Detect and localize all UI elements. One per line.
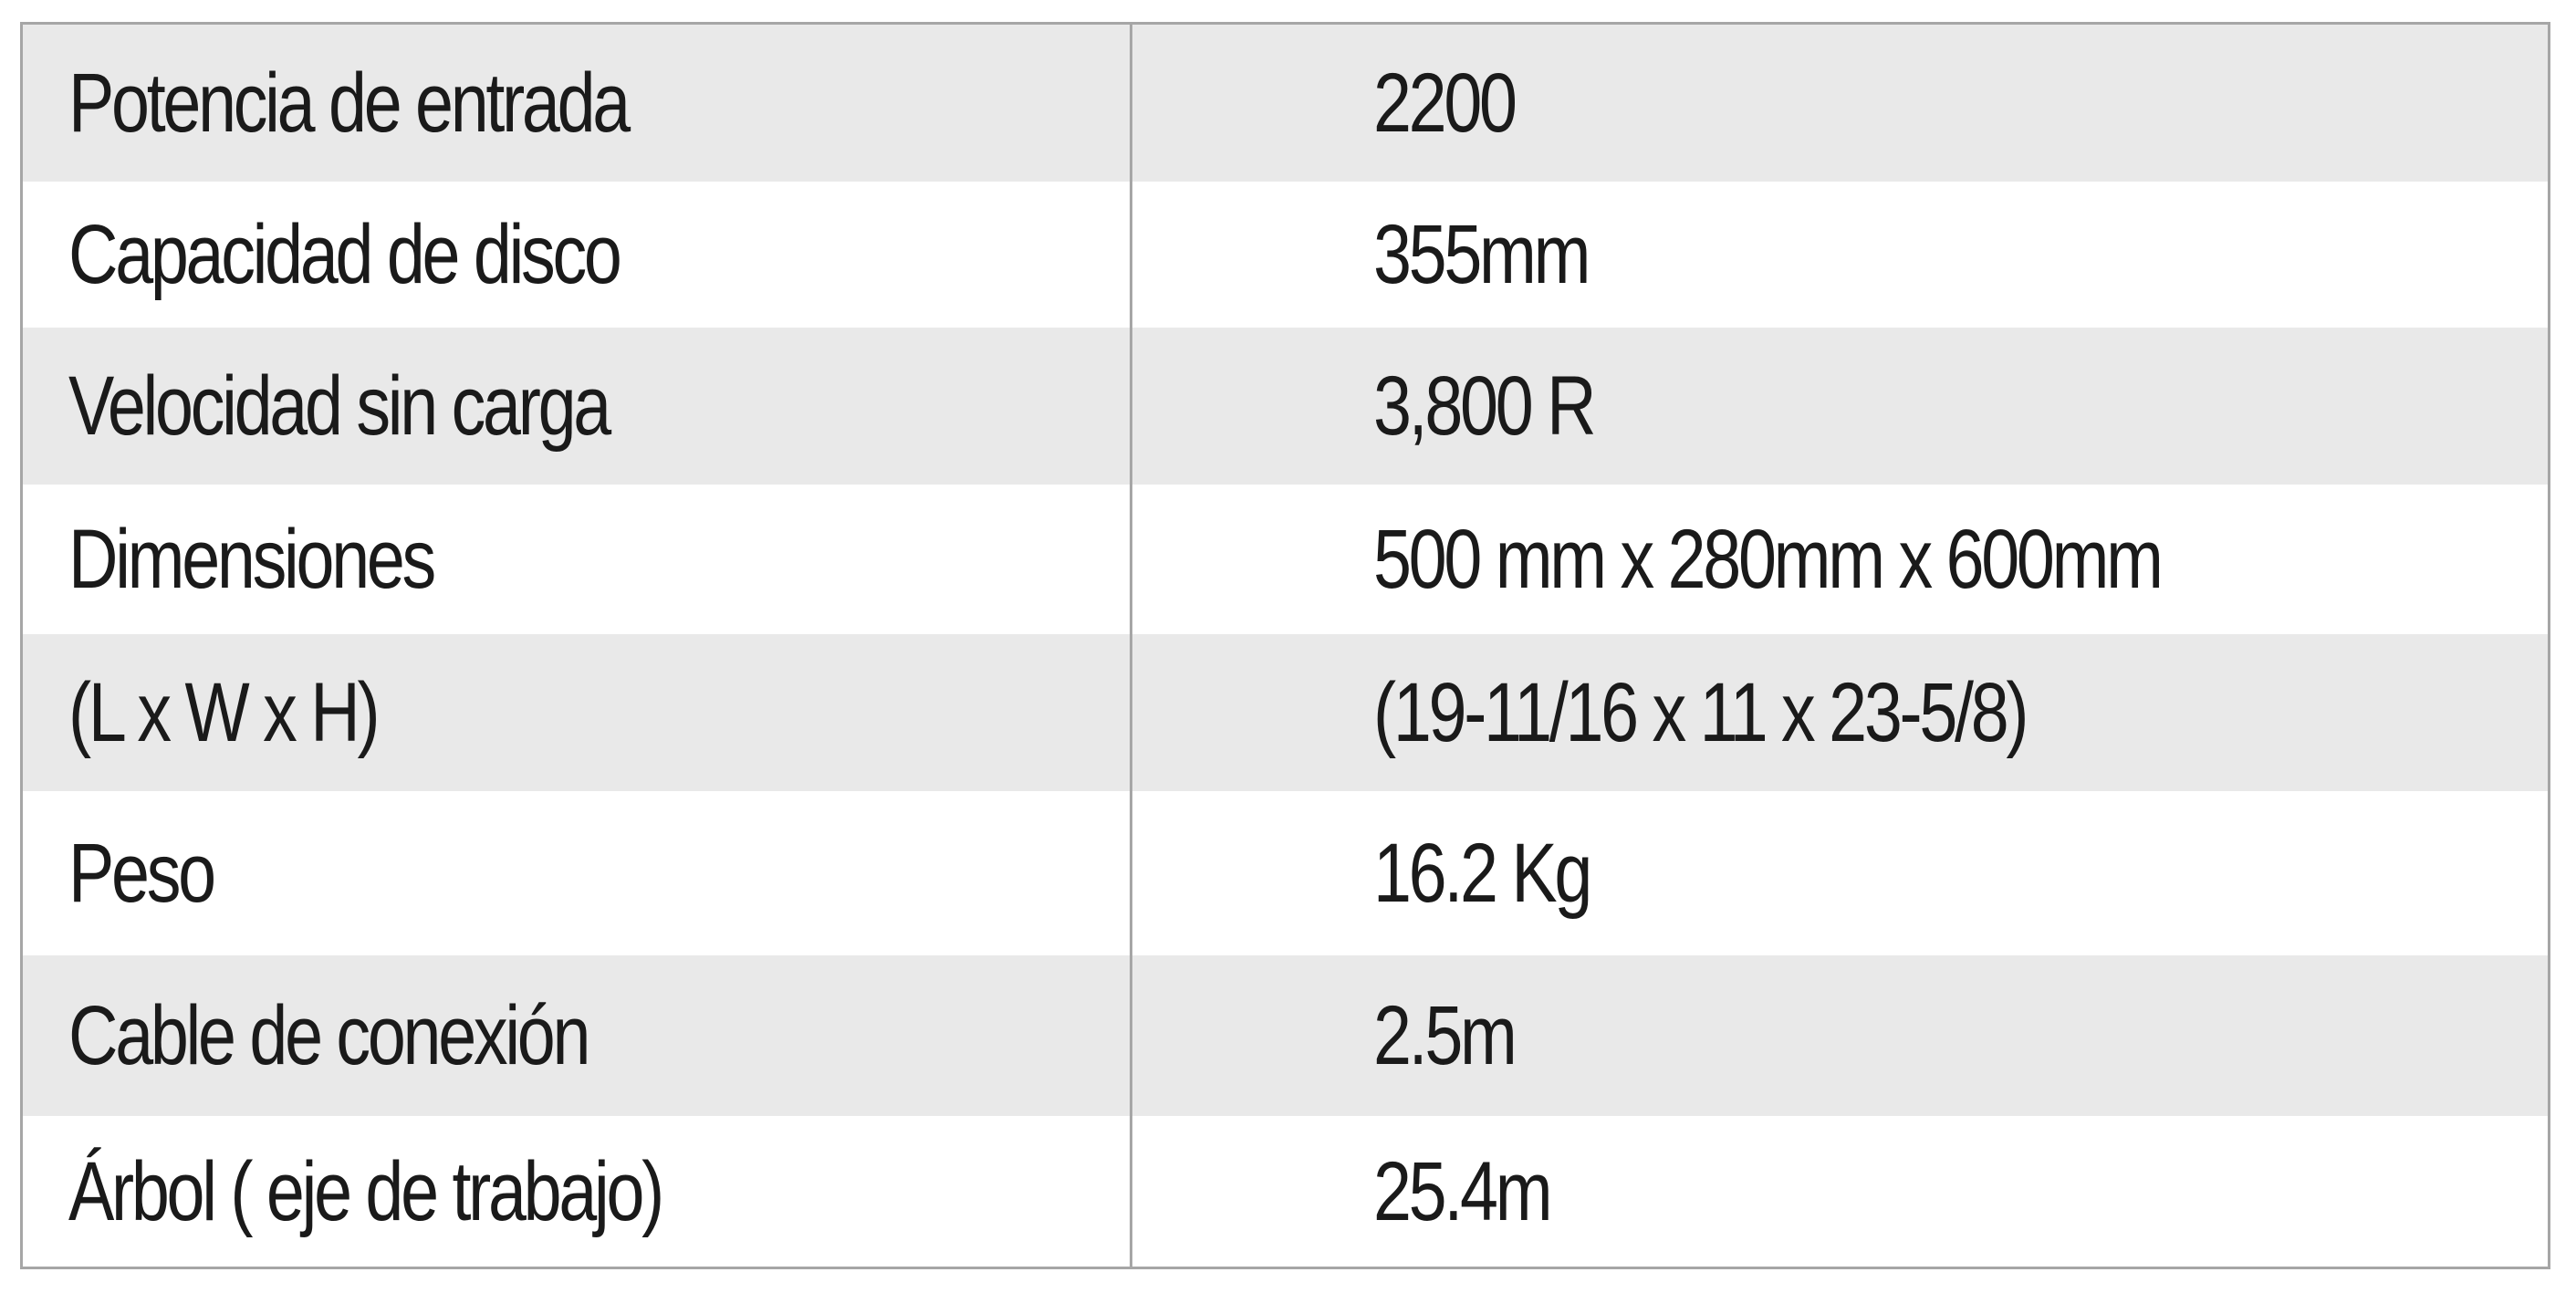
- row-label: Árbol ( eje de trabajo): [68, 1144, 662, 1238]
- spec-table: [20, 22, 2550, 1269]
- column-divider: [1130, 25, 1132, 1267]
- row-label: (L x W x H): [68, 666, 378, 759]
- row-label: Dimensiones: [68, 513, 433, 606]
- table-row: [23, 328, 2548, 485]
- table-row: [23, 1116, 2548, 1267]
- table-row: [23, 955, 2548, 1116]
- table-row: [23, 791, 2548, 955]
- row-label: Capacidad de disco: [68, 208, 620, 301]
- row-label: Cable de conexión: [68, 989, 589, 1082]
- row-value: 355mm: [1373, 208, 1589, 301]
- row-label: Potencia de entrada: [68, 57, 628, 150]
- table-row: [23, 182, 2548, 328]
- row-value: 2200: [1373, 57, 1515, 150]
- row-label: Velocidad sin carga: [68, 360, 609, 453]
- row-value: 2.5m: [1373, 989, 1515, 1082]
- row-value: (19-11/16 x 11 x 23-5/8): [1373, 666, 2027, 759]
- table-row: [23, 25, 2548, 182]
- table-row: [23, 485, 2548, 634]
- row-value: 25.4m: [1373, 1144, 1550, 1238]
- row-value: 3,800 R: [1373, 360, 1594, 453]
- table-row: [23, 634, 2548, 791]
- row-value: 16.2 Kg: [1373, 827, 1590, 920]
- row-value: 500 mm x 280mm x 600mm: [1373, 513, 2161, 606]
- row-label: Peso: [68, 827, 214, 920]
